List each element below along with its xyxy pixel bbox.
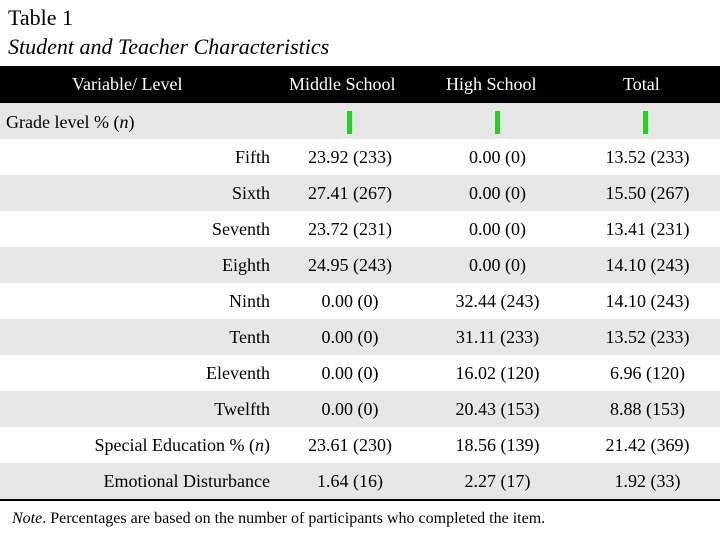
total-value: 13.52 (233): [605, 327, 690, 347]
header-variable: Variable/ Level: [72, 74, 183, 94]
table-note: Note. Percentages are based on the number of participants who completed the item.: [12, 510, 546, 527]
table-row: [0, 355, 720, 391]
high-school-value: 2.27 (17): [464, 471, 531, 491]
table-header: [0, 66, 720, 103]
row-label: Tenth: [229, 327, 270, 347]
total-value: 14.10 (243): [605, 291, 690, 311]
table-row: [0, 319, 720, 355]
special-education-row: [0, 427, 720, 463]
row-label: Ninth: [228, 291, 270, 311]
high-school-value: 18.56 (139): [455, 435, 540, 455]
characteristics-table: [0, 66, 720, 501]
middle-school-value: 27.41 (267): [308, 183, 392, 203]
row-label: Special Education % (n): [94, 435, 270, 455]
table-row: [0, 139, 720, 175]
total-value: 15.50 (267): [605, 183, 690, 203]
middle-school-value: 0.00 (0): [321, 399, 379, 419]
high-school-value: 0.00 (0): [469, 183, 526, 203]
high-school-value: 16.02 (120): [455, 363, 540, 383]
high-school-value: 0.00 (0): [469, 147, 526, 167]
total-value: 21.42 (369): [605, 435, 690, 455]
middle-school-value: 24.95 (243): [308, 255, 392, 275]
high-school-marker: [495, 111, 500, 134]
total-value: 13.41 (231): [605, 219, 690, 239]
high-school-value: 20.43 (153): [455, 399, 540, 419]
header-total: Total: [623, 74, 660, 94]
middle-school-value: 23.72 (231): [308, 219, 392, 239]
middle-school-value: 23.61 (230): [308, 435, 392, 455]
row-label: Fifth: [234, 147, 270, 167]
table-number: Table 1: [8, 5, 74, 30]
table-row: [0, 283, 720, 319]
total-value: 14.10 (243): [605, 255, 690, 275]
grade-level-group-row: [0, 103, 720, 139]
row-label: Seventh: [212, 219, 270, 239]
middle-school-value: 0.00 (0): [321, 327, 379, 347]
total-value: 6.96 (120): [610, 363, 685, 383]
bottom-rule: [0, 499, 720, 501]
high-school-value: 0.00 (0): [469, 219, 526, 239]
grade-level-label: Grade level % (n): [6, 112, 135, 132]
high-school-value: 0.00 (0): [469, 255, 526, 275]
middle-school-value: 1.64 (16): [317, 471, 383, 491]
middle-school-value: 0.00 (0): [321, 291, 379, 311]
emotional-disturbance-row: [0, 463, 720, 499]
middle-school-marker: [347, 111, 352, 134]
total-value: 8.88 (153): [610, 399, 685, 419]
row-label: Twelfth: [214, 399, 270, 419]
header-middle-school: Middle School: [289, 74, 396, 94]
total-value: 1.92 (33): [614, 471, 681, 491]
total-value: 13.52 (233): [605, 147, 690, 167]
grade-rows: [0, 139, 720, 427]
row-label: Sixth: [231, 183, 270, 203]
table-row: [0, 175, 720, 211]
table-title: Student and Teacher Characteristics: [8, 34, 330, 59]
table-row: [0, 247, 720, 283]
table-row: [0, 391, 720, 427]
total-marker: [643, 111, 648, 134]
header-high-school: High School: [446, 74, 537, 94]
row-label: Emotional Disturbance: [103, 471, 270, 491]
high-school-value: 32.44 (243): [455, 291, 540, 311]
table-row: [0, 211, 720, 247]
middle-school-value: 0.00 (0): [321, 363, 379, 383]
middle-school-value: 23.92 (233): [308, 147, 392, 167]
row-label: Eighth: [222, 255, 270, 275]
row-label: Eleventh: [206, 363, 270, 383]
high-school-value: 31.11 (233): [455, 327, 540, 347]
